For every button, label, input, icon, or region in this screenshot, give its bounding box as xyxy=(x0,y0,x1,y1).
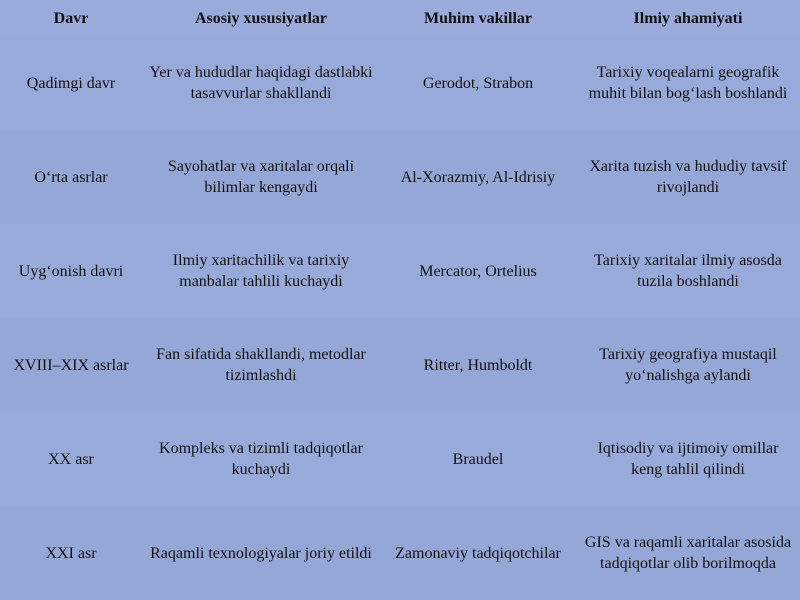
cell-representatives: Braudel xyxy=(380,412,576,506)
cell-representatives: Ritter, Humboldt xyxy=(380,318,576,412)
cell-features: Ilmiy xaritachilik va tarixiy manbalar tahlili kuchaydi xyxy=(142,224,380,318)
cell-significance: Tarixiy geografiya mustaqil yo‘nalishga aylandi xyxy=(576,318,800,412)
table-row xyxy=(0,506,800,600)
cell-significance: Xarita tuzish va hududiy tavsif rivojlandi xyxy=(576,130,800,224)
cell-features: Fan sifatida shakllandi, metodlar tizimlashdi xyxy=(142,318,380,412)
table-row xyxy=(0,318,800,412)
cell-significance: GIS va raqamli xaritalar asosida tadqiqotlar olib borilmoqda xyxy=(576,506,800,600)
cell-period: Uyg‘onish davri xyxy=(0,224,142,318)
table-row xyxy=(0,224,800,318)
cell-period: O‘rta asrlar xyxy=(0,130,142,224)
cell-period: XVIII–XIX asrlar xyxy=(0,318,142,412)
table-row xyxy=(0,412,800,506)
cell-significance: Tarixiy xaritalar ilmiy asosda tuzila boshlandi xyxy=(576,224,800,318)
header-significance: Ilmiy ahamiyati xyxy=(576,0,800,36)
table-row xyxy=(0,130,800,224)
header-representatives: Muhim vakillar xyxy=(380,0,576,36)
cell-representatives: Gerodot, Strabon xyxy=(380,36,576,130)
cell-significance: Iqtisodiy va ijtimoiy omillar keng tahlil qilindi xyxy=(576,412,800,506)
cell-representatives: Al-Xorazmiy, Al-Idrisiy xyxy=(380,130,576,224)
header-period: Davr xyxy=(0,0,142,36)
cell-representatives: Mercator, Ortelius xyxy=(380,224,576,318)
cell-representatives: Zamonaviy tadqiqotchilar xyxy=(380,506,576,600)
cell-period: Qadimgi davr xyxy=(0,36,142,130)
table-row xyxy=(0,36,800,130)
cell-significance: Tarixiy voqealarni geografik muhit bilan bog‘lash boshlandi xyxy=(576,36,800,130)
header-features: Asosiy xususiyatlar xyxy=(142,0,380,36)
cell-features: Yer va hududlar haqidagi dastlabki tasavvurlar shakllandi xyxy=(142,36,380,130)
cell-features: Raqamli texnologiyalar joriy etildi xyxy=(142,506,380,600)
cell-period: XX asr xyxy=(0,412,142,506)
cell-features: Sayohatlar va xaritalar orqali bilimlar kengaydi xyxy=(142,130,380,224)
header-row xyxy=(0,0,800,36)
cell-features: Kompleks va tizimli tadqiqotlar kuchaydi xyxy=(142,412,380,506)
cell-period: XXI asr xyxy=(0,506,142,600)
